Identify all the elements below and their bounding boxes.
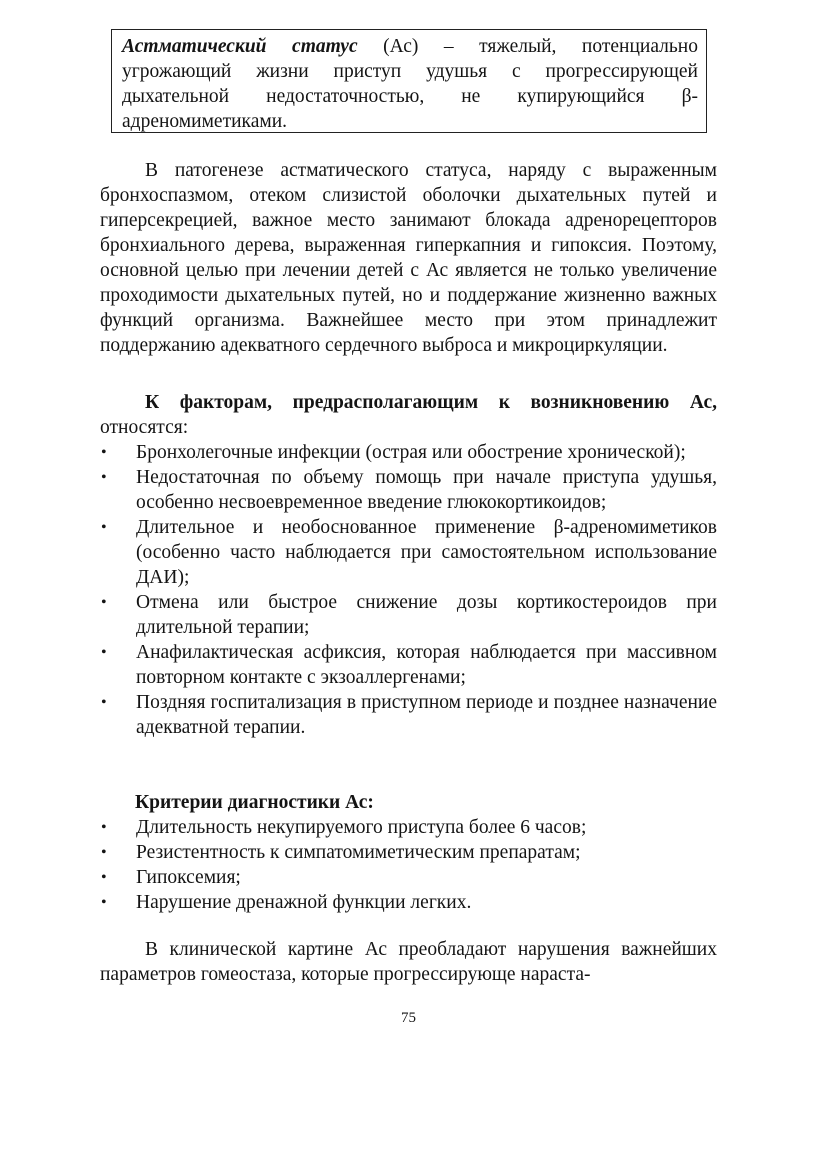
list-item bbox=[100, 840, 717, 865]
list-item-text: Длительность некупируемого приступа более 6 часов; bbox=[136, 817, 587, 838]
bullet-icon: • bbox=[101, 469, 107, 486]
list-item bbox=[100, 865, 717, 890]
bullet-icon: • bbox=[101, 594, 107, 611]
list-item bbox=[100, 640, 717, 690]
bullet-icon: • bbox=[101, 894, 107, 911]
definition-text: (Ас) – тяжелый, потенциально угрожающий жизни приступ удушья с прогрессирующей дыхательной недостаточностью, не купирующийся β-адреномиметиками. bbox=[122, 36, 698, 132]
criteria-heading: Критерии диагностики Ас: bbox=[135, 792, 374, 813]
definition-box bbox=[111, 29, 707, 133]
list-item bbox=[100, 465, 717, 515]
list-item-text: Отмена или быстрое снижение дозы кортикостероидов при длительной терапии; bbox=[136, 592, 717, 638]
bullet-icon: • bbox=[101, 869, 107, 886]
factors-list bbox=[100, 440, 717, 740]
page-number: 75 bbox=[401, 1010, 416, 1026]
list-item bbox=[100, 515, 717, 590]
list-item-text: Нарушение дренажной функции легких. bbox=[136, 892, 472, 913]
list-item bbox=[100, 890, 717, 915]
factors-heading-rest: относятся: bbox=[100, 417, 189, 438]
bullet-icon: • bbox=[101, 644, 107, 661]
list-item-text: Длительное и необоснованное применение β-адреномиметиков (особенно часто наблюдается при самостоятельном использование ДАИ); bbox=[136, 517, 717, 588]
list-item-text: Поздняя госпитализация в приступном периоде и позднее назначение адекватной терапии. bbox=[136, 692, 717, 738]
definition-term: Астматический статус bbox=[122, 36, 358, 57]
list-item-text: Анафилактическая асфиксия, которая наблюдается при массивном повторном контакте с экзоаллергенами; bbox=[136, 642, 717, 688]
list-item bbox=[100, 590, 717, 640]
bullet-icon: • bbox=[101, 444, 107, 461]
list-item-text: Резистентность к симпатомиметическим препаратам; bbox=[136, 842, 581, 863]
list-item-text: Гипоксемия; bbox=[136, 867, 241, 888]
pathogenesis-paragraph: В патогенезе астматического статуса, наряду с выраженным бронхоспазмом, отеком слизистой оболочки дыхательных путей и гиперсекрецией, важное место занимают блокада адренорецепторов бронхиального дерева, выраженная гиперкапния и гипоксия. Поэтому, основной целью при лечении детей с Ас является не только увеличение проходимости дыхательных путей, но и поддержание жизненно важных функций организма. Важнейшее место при этом принадлежит поддержанию адекватного сердечного выброса и микроциркуляции. bbox=[100, 160, 717, 356]
list-item bbox=[100, 690, 717, 740]
bullet-icon: • bbox=[101, 844, 107, 861]
list-item bbox=[100, 815, 717, 840]
bullet-icon: • bbox=[101, 519, 107, 536]
clinical-paragraph: В клинической картине Ас преобладают нарушения важнейших параметров гомеостаза, которые прогрессирующе нараста- bbox=[100, 939, 717, 985]
factors-heading bbox=[100, 390, 717, 440]
bullet-icon: • bbox=[101, 819, 107, 836]
factors-heading-bold: К факторам, предрасполагающим к возникновению Ас, bbox=[145, 392, 717, 413]
list-item bbox=[100, 440, 717, 465]
bullet-icon: • bbox=[101, 694, 107, 711]
criteria-list bbox=[100, 815, 717, 915]
list-item-text: Недостаточная по объему помощь при начале приступа удушья, особенно несвоевременное введение глюкокортикоидов; bbox=[136, 467, 717, 513]
list-item-text: Бронхолегочные инфекции (острая или обострение хронической); bbox=[136, 442, 686, 463]
